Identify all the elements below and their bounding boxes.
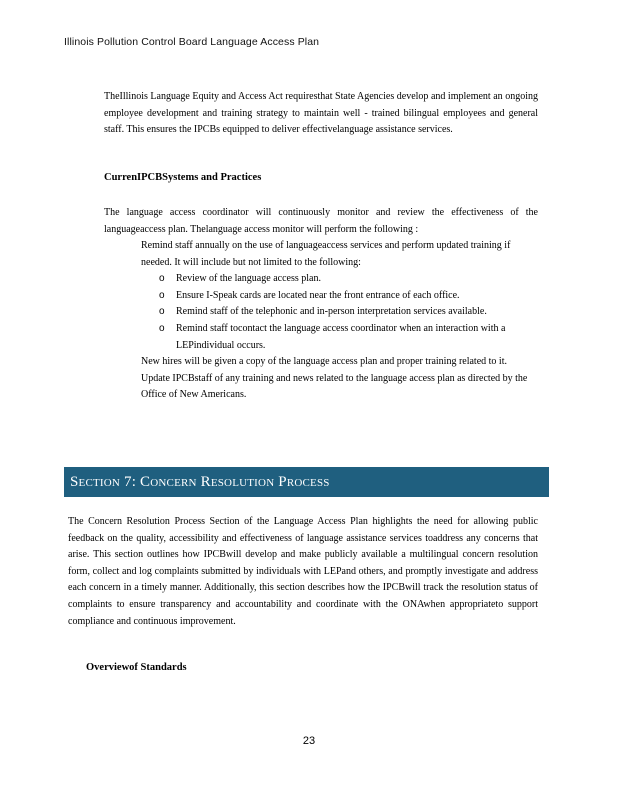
circle-bullet-icon: o bbox=[159, 289, 165, 301]
sub-list-item-text: Review of the language access plan. bbox=[176, 273, 321, 285]
circle-bullet-icon: o bbox=[159, 273, 165, 285]
practices-list bbox=[104, 238, 538, 404]
concern-resolution-paragraph: The Concern Resolution Process Section of the Language Access Plan highlights the need for allowing public feedback on the quality, accessibility and effectiveness of language assistance services toaddress any concerns that arise. This section outlines how IPCBwill develop and make publicly available a multilingual concern resolution form, collect and log complaints submitted by individuals with LEPand others, and promptly investigate and address each concern in a timely manner. Additionally, this section describes how the IPCBwill track the resolution status of complaints to ensure transparency and accountability and coordinate with the ONAwhen appropriateto support compliance and continuous improvement. bbox=[68, 516, 538, 627]
sub-list-item bbox=[141, 271, 538, 288]
list-item-text: New hires will be given a copy of the language access plan and proper training related to it. bbox=[141, 356, 507, 368]
current-systems-paragraph: The language access coordinator will continuously monitor and review the effectiveness of the languageaccess plan. Thelanguage access monitor will perform the following : bbox=[104, 207, 538, 235]
sub-list-item-text: Remind staff tocontact the language access coordinator when an interaction with a LEPindividual occurs. bbox=[176, 322, 506, 351]
circle-bullet-icon: o bbox=[159, 306, 165, 318]
list-item bbox=[104, 238, 538, 354]
sub-list-item-text: Ensure I-Speak cards are located near the front entrance of each office. bbox=[176, 289, 460, 301]
sub-list-item bbox=[141, 321, 538, 354]
sub-list-item bbox=[141, 288, 538, 305]
sub-list-item-text: Remind staff of the telephonic and in-person interpretation services available. bbox=[176, 306, 487, 318]
list-item-text: Update IPCBstaff of any training and news related to the language access plan as directed by the Office of New Americans. bbox=[141, 372, 528, 401]
page-number: 23 bbox=[302, 735, 316, 747]
section-7-title: Section 7: Concern Resolution Process bbox=[70, 474, 330, 490]
intro-paragraph: TheIllinois Language Equity and Access Act requiresthat State Agencies develop and implement an ongoing employee development and training strategy to maintain well - trained bilingual employees and general staff. This ensures the IPCBs equipped to deliver effectivelanguage assistance services. bbox=[104, 91, 538, 136]
list-item bbox=[104, 371, 538, 404]
list-item-text: Remind staff annually on the use of languageaccess services and perform updated training if needed. It will include but not limited to the following: bbox=[141, 240, 511, 268]
current-systems-heading: CurrenIPCBSystems and Practices bbox=[104, 172, 262, 183]
list-item bbox=[104, 354, 538, 371]
sub-list-item bbox=[141, 304, 538, 321]
sub-list bbox=[141, 271, 538, 354]
overview-standards-heading: Overviewof Standards bbox=[86, 662, 187, 673]
section-7-banner bbox=[64, 467, 549, 497]
document-header: Illinois Pollution Control Board Language Access Plan bbox=[64, 36, 320, 48]
circle-bullet-icon: o bbox=[159, 322, 165, 334]
